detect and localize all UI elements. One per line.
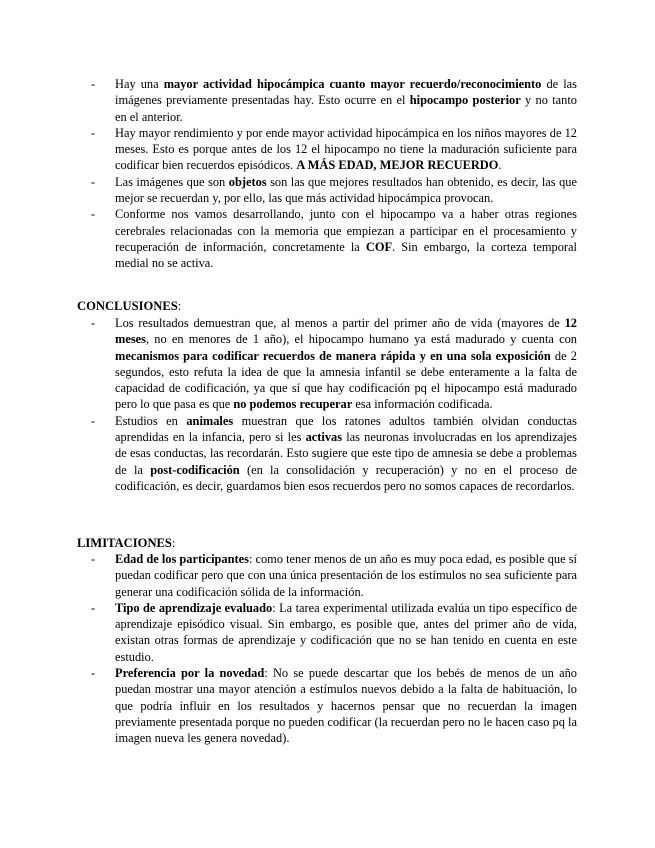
limitations-heading [77, 535, 175, 551]
bullet-dash: - [91, 552, 96, 566]
bullet-dash: - [91, 666, 96, 681]
conclusions-heading [77, 298, 181, 314]
text-run: esa información codificada. [352, 397, 493, 412]
text-run: muestran que los ratones adultos también olvidan conductas aprendidas en la infancia, pero si les [115, 413, 578, 445]
list-item [91, 665, 577, 746]
text-run: : como tener menos de un año es muy poca edad, es posible que sí puedan codificar pero que con una única presentación de los estímulos no sea suficiente para generar una codificación sólida de la información. [115, 552, 577, 599]
bold-text: 12 meses [115, 316, 577, 347]
bullet-dash: - [91, 207, 96, 222]
limitations-list [91, 551, 577, 747]
text-run: , no en menores de 1 año), el hipocampo humano ya está madurado y cuenta con [145, 332, 577, 347]
list-item [91, 206, 577, 271]
bold-text: mecanismos para codificar recuerdos de manera rápida y en una sola exposición [115, 348, 551, 363]
bullet-dash: - [91, 77, 96, 91]
bullet-dash: - [91, 174, 96, 189]
list-item [91, 600, 577, 665]
text-run: las neuronas involucradas en los aprendizajes de esas conductas, las recordarán. Esto sugiere que este tipo de amnesia se debe a problemas de la [115, 430, 577, 477]
text-run: . Sin embargo, la corteza temporal medial no se activa. [115, 239, 577, 271]
results-list [91, 76, 577, 272]
text-run: : La tarea experimental utilizada evalúa un tipo específico de aprendizaje episódico visual. Sin embargo, es posible que, antes del primer año de vida, existan otras formas de aprendizaje y codificación que no se han tenido en cuenta en este estudio. [115, 600, 577, 664]
limitations-heading-text: LIMITACIONES [77, 536, 172, 550]
list-item [91, 413, 577, 494]
list-item [91, 174, 577, 207]
list-item [91, 76, 577, 125]
bold-text: hipocampo posterior [409, 93, 521, 108]
bullet-dash: - [91, 125, 96, 140]
text-run: de 2 segundos, esto refuta la idea de que la amnesia infantil se debe enteramente a la falta de capacidad de codificación, ya que sí que hay codificación pq el hipocampo está madurado pero lo que pasa es que [115, 348, 577, 412]
bold-text: animales [186, 413, 234, 428]
text-run: : No se puede descartar que los bebés de menos de un año puedan mostrar una mayor atención a estímulos nuevos debido a la falta de habituación, lo que podría influir en los resultados y hacernos pensar que no recuerdan la imagen previamente presentada porque no pueden codificar (la recuerdan pero no le hacen caso pq la imagen nueva les genera novedad). [115, 666, 577, 746]
conclusions-list [91, 315, 577, 494]
bullet-dash: - [91, 316, 96, 330]
text-run: . [498, 158, 502, 173]
text-run: Las imágenes que son [115, 174, 229, 189]
bullet-dash: - [91, 413, 96, 428]
text-run: Hay mayor rendimiento y por ende mayor actividad hipocámpica en los niños mayores de 12 meses. Esto es porque antes de los 12 el hipocampo no tiene la maduración suficiente para codificar bien recuerdos episódicos. [115, 125, 577, 173]
text-run: Hay una [115, 77, 164, 91]
text-run: son las que mejores resultados han obtenido, es decir, las que mejor se recuerdan y, por ello, las que más actividad hipocámpica provocan. [115, 174, 577, 206]
bold-text: COF [365, 239, 393, 254]
bold-text: Preferencia por la novedad [115, 666, 265, 681]
conclusions-heading-text: CONCLUSIONES [77, 299, 178, 313]
text-run: Conforme nos vamos desarrollando, junto con el hipocampo va a haber otras regiones cerebrales relacionadas con la memoria que empiezan a participar en el procesamiento y recuperación de información, concretamente la [115, 207, 577, 254]
text-run: y no tanto en el anterior. [115, 93, 578, 124]
bold-text: Edad de los participantes [115, 552, 249, 566]
bold-text: A MÁS EDAD, MEJOR RECUERDO [296, 158, 499, 173]
bold-text: post-codificación [150, 462, 240, 477]
text-run: Los resultados demuestran que, al menos a partir del primer año de vida (mayores de [115, 316, 565, 330]
bold-text: Tipo de aprendizaje evaluado [115, 600, 273, 615]
text-run: Estudios en [115, 413, 187, 428]
bold-text: objetos [228, 174, 267, 189]
limitations-heading-colon: : [171, 536, 176, 550]
bold-text: activas [305, 430, 343, 445]
bullet-dash: - [91, 600, 96, 615]
bold-text: mayor actividad hipocámpica cuanto mayor recuerdo/reconocimiento [163, 77, 542, 91]
list-item [91, 551, 577, 600]
list-item [91, 125, 577, 174]
list-item [91, 315, 577, 413]
conclusions-heading-colon: : [177, 299, 182, 313]
text-run: de las imágenes previamente presentadas hay. Esto ocurre en el [115, 77, 577, 108]
text-run: (en la consolidación y recuperación) y no en el proceso de codificación, es decir, guardamos bien esos recuerdos pero no somos capaces de recordarlos. [115, 462, 577, 493]
bold-text: no podemos recuperar [233, 397, 353, 412]
